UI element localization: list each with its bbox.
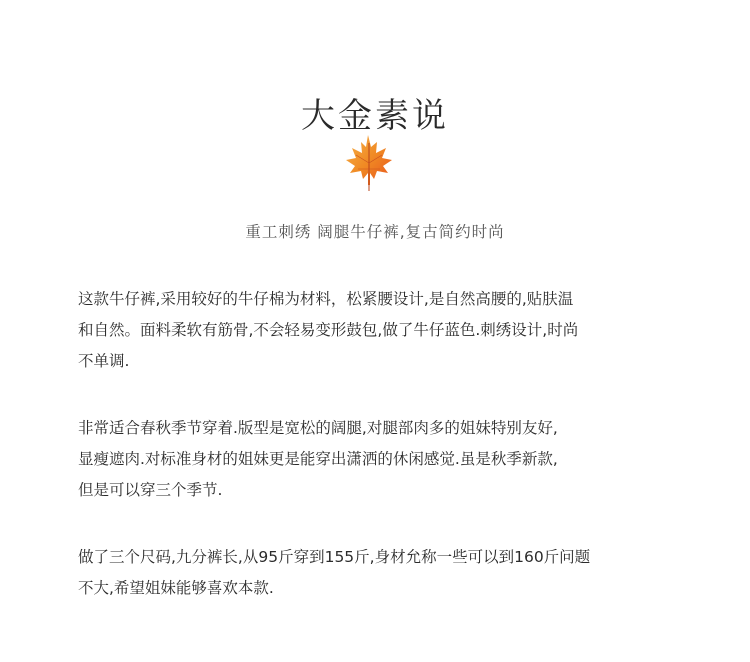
text-line: 做了三个尺码,九分裤长,从95斤穿到155斤,身材允称一些可以到160斤问题 xyxy=(78,548,591,566)
paragraph-sizes xyxy=(78,542,678,604)
page-title: 大金素说 xyxy=(301,96,449,136)
paragraph-material xyxy=(78,284,678,377)
text-line: 不大,希望姐妹能够喜欢本款. xyxy=(78,579,274,597)
maple-leaf-icon xyxy=(344,133,394,193)
text-line: 非常适合春秋季节穿着.版型是宽松的阔腿,对腿部肉多的姐妹特别友好, xyxy=(78,419,558,437)
text-line: 和自然。面料柔软有筋骨,不会轻易变形鼓包,做了牛仔蓝色.刺绣设计,时尚 xyxy=(78,321,579,339)
text-line: 显瘦遮肉.对标准身材的姐妹更是能穿出潇洒的休闲感觉.虽是秋季新款, xyxy=(78,450,558,468)
text-line: 但是可以穿三个季节. xyxy=(78,481,223,499)
paragraph-fit xyxy=(78,413,678,506)
text-line: 不单调. xyxy=(78,352,130,370)
text-line: 这款牛仔裤,采用较好的牛仔棉为材料，松紧腰设计,是自然高腰的,贴肤温 xyxy=(78,290,574,308)
page-subtitle: 重工刺绣 阔腿牛仔裤,复古简约时尚 xyxy=(245,223,505,241)
